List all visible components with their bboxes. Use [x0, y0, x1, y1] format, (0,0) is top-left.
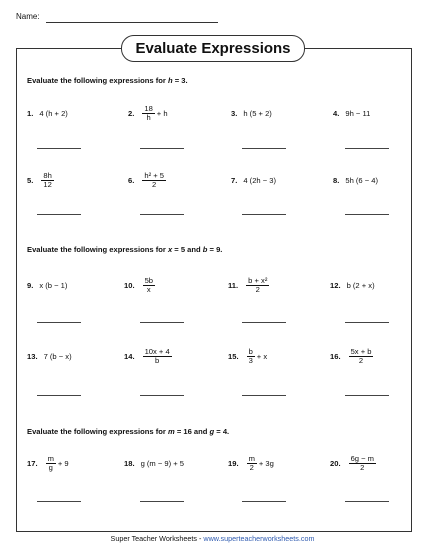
fraction [143, 348, 172, 365]
answer-line[interactable] [140, 395, 184, 396]
problem-number: 14. [124, 351, 135, 361]
answer-line[interactable] [140, 214, 184, 215]
problem-number: 9. [27, 280, 34, 290]
problem-18 [124, 448, 184, 478]
expression: h (5 + 2) [243, 108, 272, 118]
instruction-var: h [167, 76, 173, 85]
expression: g (m − 9) + 5 [140, 458, 185, 468]
answer-line[interactable] [345, 322, 389, 323]
expression-tail: + x [256, 351, 268, 361]
problem-15 [228, 341, 267, 371]
answer-line[interactable] [37, 395, 81, 396]
problem-14 [124, 341, 174, 371]
numerator: b + x² [248, 275, 268, 285]
footer-separator: - [196, 534, 204, 543]
numerator: h² + 5 [144, 170, 164, 180]
section-1-instructions [27, 76, 188, 85]
expression: 4 (h + 2) [39, 108, 68, 118]
fraction [142, 172, 166, 189]
problem-11 [228, 270, 271, 300]
numerator: 10x + 4 [144, 346, 170, 356]
problem-4 [333, 98, 370, 128]
expression: 5h (6 − 4) [345, 175, 379, 185]
problem-10 [124, 270, 157, 300]
answer-line[interactable] [345, 148, 389, 149]
expression: 9h − 11 [345, 108, 371, 118]
denominator: b [155, 355, 160, 365]
problem-19 [228, 448, 274, 478]
numerator: m [47, 453, 54, 463]
footer [0, 534, 425, 543]
problem-number: 3. [231, 108, 238, 118]
denominator: g [48, 462, 53, 472]
denominator: h [146, 112, 151, 122]
denominator: 3 [248, 355, 253, 365]
expression-tail: + 9 [57, 458, 69, 468]
answer-line[interactable] [37, 148, 81, 149]
problem-16 [330, 341, 375, 371]
instruction-text: Evaluate the following expressions for [27, 427, 168, 436]
instruction-text: = 3. [172, 76, 188, 85]
expression-tail: + h [156, 108, 168, 118]
answer-line[interactable] [242, 214, 286, 215]
problem-6 [128, 165, 168, 195]
problem-number: 18. [124, 458, 135, 468]
instruction-text: = 4. [214, 427, 230, 436]
problem-number: 19. [228, 458, 239, 468]
fraction [247, 455, 257, 472]
denominator: 2 [152, 179, 157, 189]
answer-line[interactable] [345, 395, 389, 396]
fraction [143, 277, 155, 294]
numerator: 6g − m [350, 453, 374, 463]
problem-1 [27, 98, 68, 128]
answer-line[interactable] [140, 148, 184, 149]
expression-tail: + 3g [258, 458, 274, 468]
numerator: m [248, 453, 255, 463]
answer-line[interactable] [140, 322, 184, 323]
numerator: 8h [43, 170, 52, 180]
problem-number: 2. [128, 108, 135, 118]
fraction [142, 105, 154, 122]
instruction-text: = 5 and [172, 245, 203, 254]
name-label: Name: [16, 12, 40, 21]
instruction-text: Evaluate the following expressions for [27, 245, 168, 254]
problem-2 [128, 98, 168, 128]
footer-link[interactable]: www.superteacherworksheets.com [203, 534, 315, 543]
instruction-var: x [167, 245, 173, 254]
footer-brand: Super Teacher Worksheets [110, 534, 197, 543]
problem-number: 17. [27, 458, 38, 468]
expression: x (b − 1) [39, 280, 68, 290]
answer-line[interactable] [242, 148, 286, 149]
instruction-text: = 16 and [174, 427, 210, 436]
denominator: 2 [360, 462, 365, 472]
problem-7 [231, 165, 276, 195]
problem-3 [231, 98, 272, 128]
instruction-var: b [202, 245, 208, 254]
instruction-var: g [209, 427, 215, 436]
denominator: 2 [255, 284, 260, 294]
denominator: 12 [43, 179, 52, 189]
answer-line[interactable] [37, 322, 81, 323]
instruction-text: = 9. [207, 245, 223, 254]
numerator: 5x + b [350, 346, 372, 356]
answer-line[interactable] [37, 214, 81, 215]
section-3-instructions [27, 427, 229, 436]
problem-13 [27, 341, 72, 371]
page-title: Evaluate Expressions [121, 35, 305, 62]
problem-number: 16. [330, 351, 341, 361]
problem-number: 10. [124, 280, 135, 290]
answer-line[interactable] [37, 501, 81, 502]
problem-8 [333, 165, 378, 195]
denominator: 2 [358, 355, 364, 365]
problem-number: 7. [231, 175, 238, 185]
problem-number: 11. [228, 280, 239, 290]
problem-number: 1. [27, 108, 34, 118]
problem-number: 12. [330, 280, 341, 290]
denominator: 2 [249, 462, 254, 472]
problem-number: 15. [228, 351, 239, 361]
fraction [246, 277, 269, 294]
problem-number: 6. [128, 175, 135, 185]
expression: b (2 + x) [346, 280, 375, 290]
problem-number: 8. [333, 175, 340, 185]
fraction [349, 455, 376, 472]
denominator: x [146, 284, 151, 294]
answer-line[interactable] [345, 214, 389, 215]
expression: 4 (2h − 3) [243, 175, 277, 185]
expression: 7 (b − x) [43, 351, 72, 361]
numerator: 18 [144, 103, 153, 113]
problem-12 [330, 270, 375, 300]
problem-20 [330, 448, 378, 478]
problem-number: 20. [330, 458, 341, 468]
problem-9 [27, 270, 67, 300]
problem-number: 4. [333, 108, 340, 118]
numerator: 5b [144, 275, 154, 285]
answer-line[interactable] [345, 501, 389, 502]
fraction [41, 172, 53, 189]
fraction [247, 348, 255, 365]
answer-line[interactable] [140, 501, 184, 502]
fraction [46, 455, 56, 472]
answer-line[interactable] [242, 395, 286, 396]
instruction-text: Evaluate the following expressions for [27, 76, 168, 85]
name-line[interactable] [46, 22, 218, 23]
problem-17 [27, 448, 69, 478]
answer-line[interactable] [242, 322, 286, 323]
numerator: b [248, 346, 253, 356]
problem-5 [27, 165, 56, 195]
fraction [349, 348, 374, 365]
problem-number: 5. [27, 175, 34, 185]
instruction-var: m [167, 427, 175, 436]
problem-number: 13. [27, 351, 38, 361]
section-2-instructions [27, 245, 222, 254]
answer-line[interactable] [242, 501, 286, 502]
